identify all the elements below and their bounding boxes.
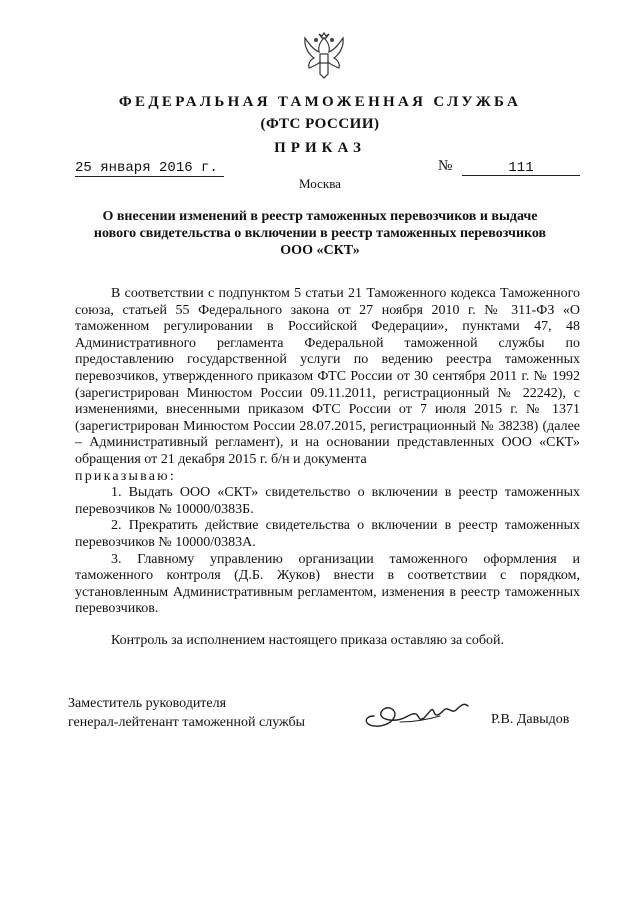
order-item-1: 1. Выдать ООО «СКТ» свидетельство о включении в реестр таможенных перевозчиков № 10000/0383Б. (75, 485, 580, 517)
document-number: 111 (508, 160, 534, 176)
signatory-role (68, 694, 305, 732)
document-city: Москва (299, 176, 341, 191)
signatory-role-line-2: генерал-лейтенант таможенной службы (68, 715, 306, 730)
document-date: 25 января 2016 г. (75, 160, 224, 177)
order-item-2: 2. Прекратить действие свидетельства о включении в реестр таможенных перевозчиков № 10000/0383А. (75, 518, 580, 550)
number-sign: № (438, 158, 453, 174)
control-paragraph: Контроль за исполнением настоящего приказа оставляю за собой. (111, 633, 505, 648)
order-word: приказываю: (75, 468, 176, 484)
signatory-name: Р.В. Давыдов (491, 712, 570, 727)
preamble-paragraph: В соответствии с подпунктом 5 статьи 21 Таможенного кодекса Таможенного союза, статьей 55 Федерального закона от 27 ноября 2010 г. № 311-ФЗ «О таможенном регулировании в Российской Федерации», пунктами 47, 48 Административного регламента Федеральной таможенной службы по предоставлению государственной услуги по ведению реестра таможенных перевозчиков, утвержденного приказом ФТС России от 30 сентября 2011 г. № 1992 (зарегистрирован Минюстом России 09.11.2011, регистрационный № 22242), с изменениями, внесенными приказом ФТС России от 7 июля 2015 г. № 1371 (зарегистрирован Минюстом России 28.07.2015, регистрационный № 38238) (далее – Административный регламент), и на основании представленных ООО «СКТ» обращения от 21 декабря 2015 г. б/н и документа (75, 286, 580, 467)
handwritten-signature (360, 692, 480, 734)
agency-short-name: (ФТС РОССИИ) (260, 116, 380, 132)
agency-name: ФЕДЕРАЛЬНАЯ ТАМОЖЕННАЯ СЛУЖБА (118, 94, 522, 110)
document-body (75, 286, 580, 618)
document-subject: О внесении изменений в реестр таможенных перевозчиков и выдаче нового свидетельства о включении в реестр таможенных перевозчиков ООО «СКТ» (93, 209, 547, 258)
document-type: ПРИКАЗ (274, 140, 366, 156)
signatory-role-line-1: Заместитель руководителя (68, 696, 227, 711)
order-item-3: 3. Главному управлению организации таможенного оформления и таможенного контроля (Д.Б. Жуков) внести в соответствии с порядком, установленным Административным регламентом, изменения в реестр таможенных перевозчиков. (75, 551, 580, 617)
coat-of-arms-emblem (300, 30, 348, 84)
